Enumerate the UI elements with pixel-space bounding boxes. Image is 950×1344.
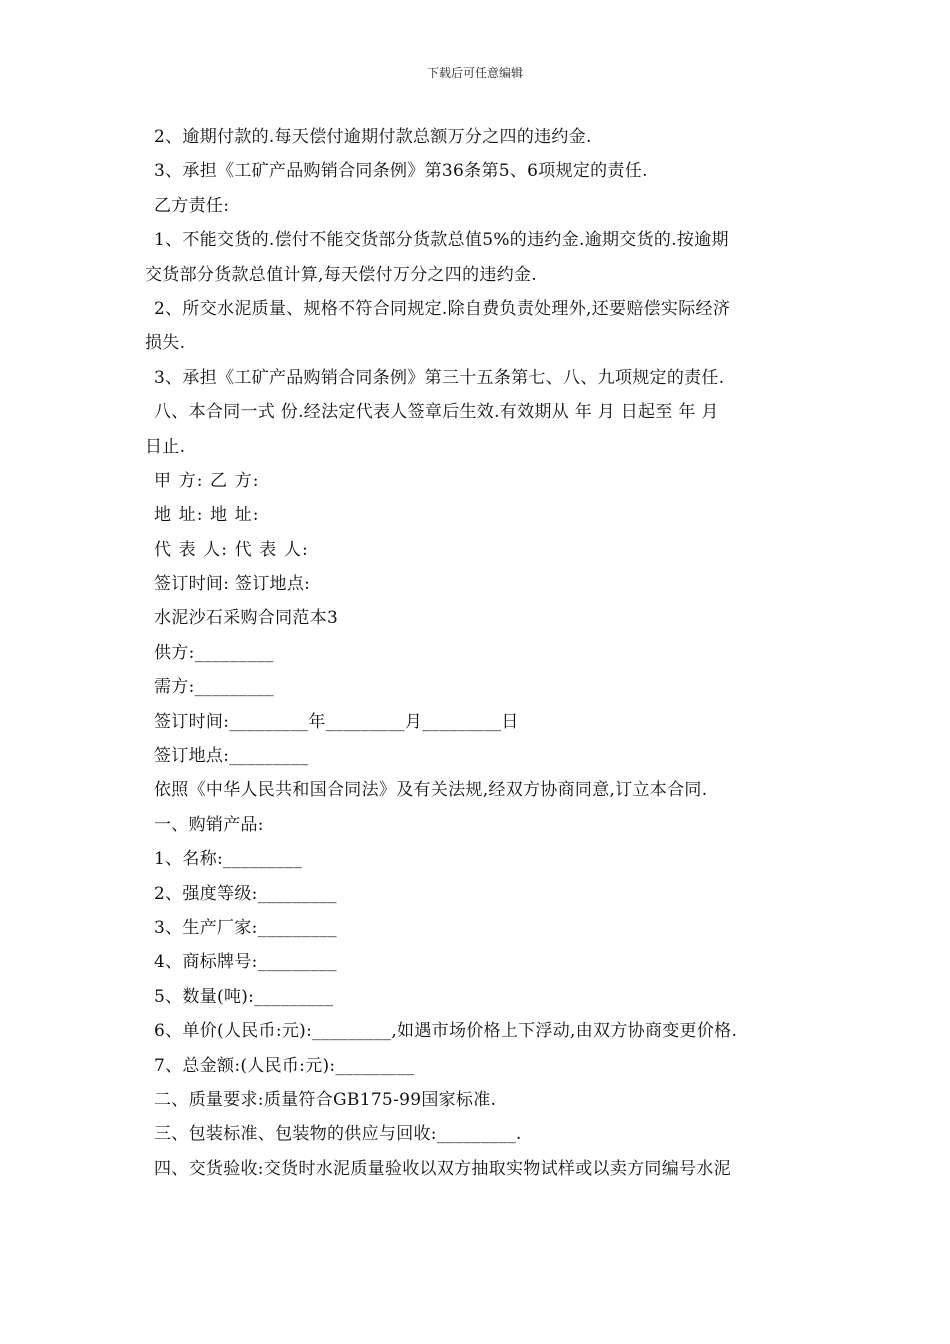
clause-non-delivery-cont: 交货部分货款总值计算,每天偿付万分之四的违约金. xyxy=(145,264,538,285)
field-strength-grade: 2、强度等级:_________ xyxy=(154,883,337,904)
field-signing-place: 签订地点:_________ xyxy=(154,746,309,767)
clause-quality-nonconform-cont: 损失. xyxy=(145,333,186,354)
section-quality-requirements: 二、质量要求:质量符合GB175-99国家标准. xyxy=(154,1089,497,1110)
field-brand: 4、商标牌号:_________ xyxy=(154,952,337,973)
field-total-amount: 7、总金额:(人民币:元):_________ xyxy=(154,1055,415,1076)
contract-preamble: 依照《中华人民共和国合同法》及有关法规,经双方协商同意,订立本合同. xyxy=(154,780,708,801)
clause-overdue-payment: 2、逾期付款的.每天偿付逾期付款总额万分之四的违约金. xyxy=(154,127,592,147)
section-seller-liability: 乙方责任: xyxy=(154,195,230,216)
clause-buyer-liability-36: 3、承担《工矿产品购销合同条例》第36条第5、6项规定的责任. xyxy=(154,161,648,182)
field-unit-price: 6、单价(人民币:元):_________,如遇市场价格上下浮动,由双方协商变更价格. xyxy=(154,1021,738,1042)
signature-representatives: 代 表 人: 代 表 人: xyxy=(154,539,309,560)
signature-party-names: 甲 方: 乙 方: xyxy=(154,470,260,491)
document-title-template-3: 水泥沙石采购合同范本3 xyxy=(154,608,339,629)
field-manufacturer: 3、生产厂家:_________ xyxy=(154,917,337,938)
clause-quality-nonconform: 2、所交水泥质量、规格不符合同规定.除自费负责处理外,还要赔偿实际经济 xyxy=(154,298,731,319)
field-product-name: 1、名称:_________ xyxy=(154,849,303,870)
field-quantity: 5、数量(吨):_________ xyxy=(154,986,334,1007)
page-header-note: 下载后可任意编辑 xyxy=(426,66,523,80)
field-buyer: 需方:_________ xyxy=(154,677,274,698)
field-supplier: 供方:_________ xyxy=(154,642,274,663)
section-delivery-acceptance: 四、交货验收:交货时水泥质量验收以双方抽取实物试样或以卖方同编号水泥 xyxy=(154,1158,731,1179)
signature-addresses: 地 址: 地 址: xyxy=(154,505,260,526)
clause-effective-term-cont: 日止. xyxy=(145,436,186,457)
section-packaging: 三、包装标准、包装物的供应与回收:_________. xyxy=(154,1124,522,1145)
section-products: 一、购销产品: xyxy=(154,814,264,835)
signature-time-place: 签订时间: 签订地点: xyxy=(154,574,311,595)
clause-seller-liability-35: 3、承担《工矿产品购销合同条例》第三十五条第七、八、九项规定的责任. xyxy=(154,367,725,388)
clause-non-delivery: 1、不能交货的.偿付不能交货部分货款总值5%的违约金.逾期交货的.按逾期 xyxy=(154,230,729,251)
clause-effective-term: 八、本合同一式 份.经法定代表人签章后生效.有效期从 年 月 日起至 年 月 xyxy=(154,402,719,423)
document-body xyxy=(145,120,817,1186)
field-signing-date: 签订时间:_________年_________月_________日 xyxy=(154,711,519,732)
